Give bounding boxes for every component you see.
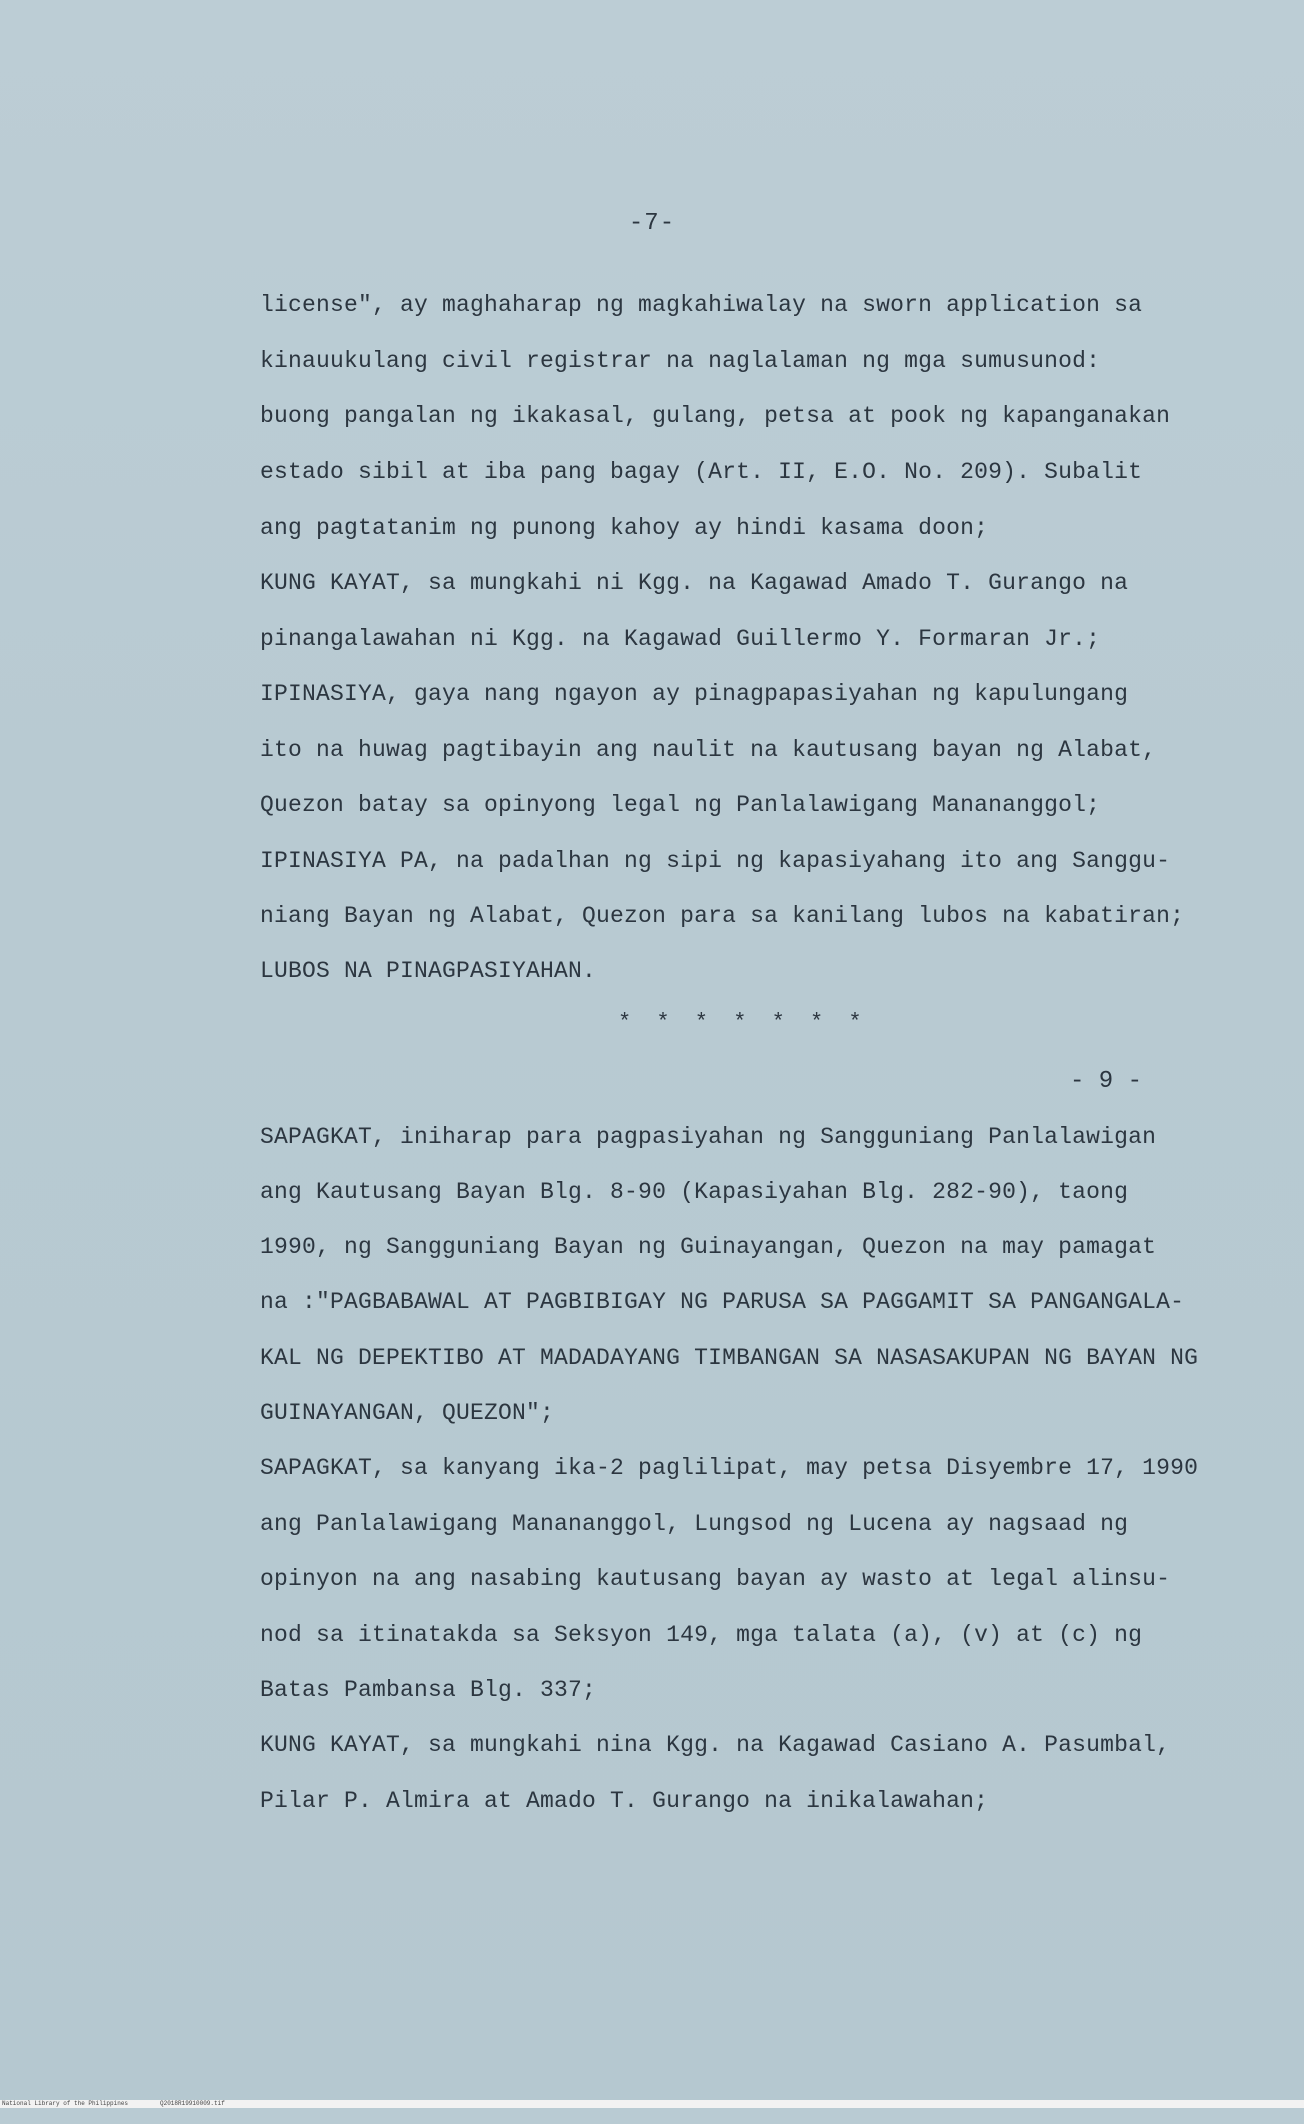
text-line: GUINAYANGAN, QUEZON"; [260,1400,555,1426]
text-line: KUNG KAYAT, sa mungkahi ni Kgg. na Kagawad Amado T. Gurango na [260,570,1129,596]
text-line: buong pangalan ng ikakasal, gulang, petsa at pook ng kapanganakan [260,403,1171,429]
text-line: pinangalawahan ni Kgg. na Kagawad Guillermo Y. Formaran Jr.; [260,626,1101,652]
text-line: 1990, ng Sangguniang Bayan ng Guinayangan, Quezon na may pamagat [260,1234,1157,1260]
text-line: KAL NG DEPEKTIBO AT MADADAYANG TIMBANGAN SA NASASAKUPAN NG BAYAN NG [260,1345,1199,1371]
text-line: Batas Pambansa Blg. 337; [260,1677,597,1703]
page-number: -7- [628,210,676,237]
footer-source: National Library of the Philippines [2,2100,129,2107]
text-line: ang Panlalawigang Manananggol, Lungsod ng Lucena ay nagsaad ng [260,1511,1129,1537]
scan-footer [0,2100,1304,2108]
text-line: IPINASIYA, gaya nang ngayon ay pinagpapasiyahan ng kapulungang [260,681,1129,707]
text-line: KUNG KAYAT, sa mungkahi nina Kgg. na Kagawad Casiano A. Pasumbal, [260,1732,1171,1758]
text-line: Quezon batay sa opinyong legal ng Panlalawigang Manananggol; [260,792,1101,818]
text-line: ang pagtatanim ng punong kahoy ay hindi kasama doon; [260,515,989,541]
text-line: nod sa itinatakda sa Seksyon 149, mga talata (a), (v) at (c) ng [260,1622,1143,1648]
text-line: SAPAGKAT, sa kanyang ika-2 paglilipat, may petsa Disyembre 17, 1990 [260,1455,1199,1481]
text-line: opinyon na ang nasabing kautusang bayan ay wasto at legal alinsu- [260,1566,1171,1592]
text-line: LUBOS NA PINAGPASIYAHAN. [260,958,597,984]
text-line: license", ay maghaharap ng magkahiwalay na sworn application sa [260,292,1143,318]
text-line: Pilar P. Almira at Amado T. Gurango na inikalawahan; [260,1788,989,1814]
section-number: - 9 - [1070,1068,1143,1095]
text-line: estado sibil at iba pang bagay (Art. II, E.O. No. 209). Subalit [260,459,1143,485]
text-line: SAPAGKAT, iniharap para pagpasiyahan ng Sangguniang Panlalawigan [260,1124,1157,1150]
text-line: niang Bayan ng Alabat, Quezon para sa kanilang lubos na kabatiran; [260,903,1185,929]
text-line: kinauukulang civil registrar na naglalaman ng mga sumusunod: [260,348,1101,374]
footer-filename: Q2018R19910009.tif [160,2100,225,2107]
text-line: IPINASIYA PA, na padalhan ng sipi ng kapasiyahang ito ang Sanggu- [260,848,1171,874]
text-line: ito na huwag pagtibayin ang naulit na kautusang bayan ng Alabat, [260,737,1157,763]
text-line: ang Kautusang Bayan Blg. 8-90 (Kapasiyahan Blg. 282-90), taong [260,1179,1129,1205]
text-line: na :"PAGBABAWAL AT PAGBIBIGAY NG PARUSA SA PAGGAMIT SA PANGANGALA- [260,1289,1185,1315]
section-separator: * * * * * * * [618,1010,868,1035]
